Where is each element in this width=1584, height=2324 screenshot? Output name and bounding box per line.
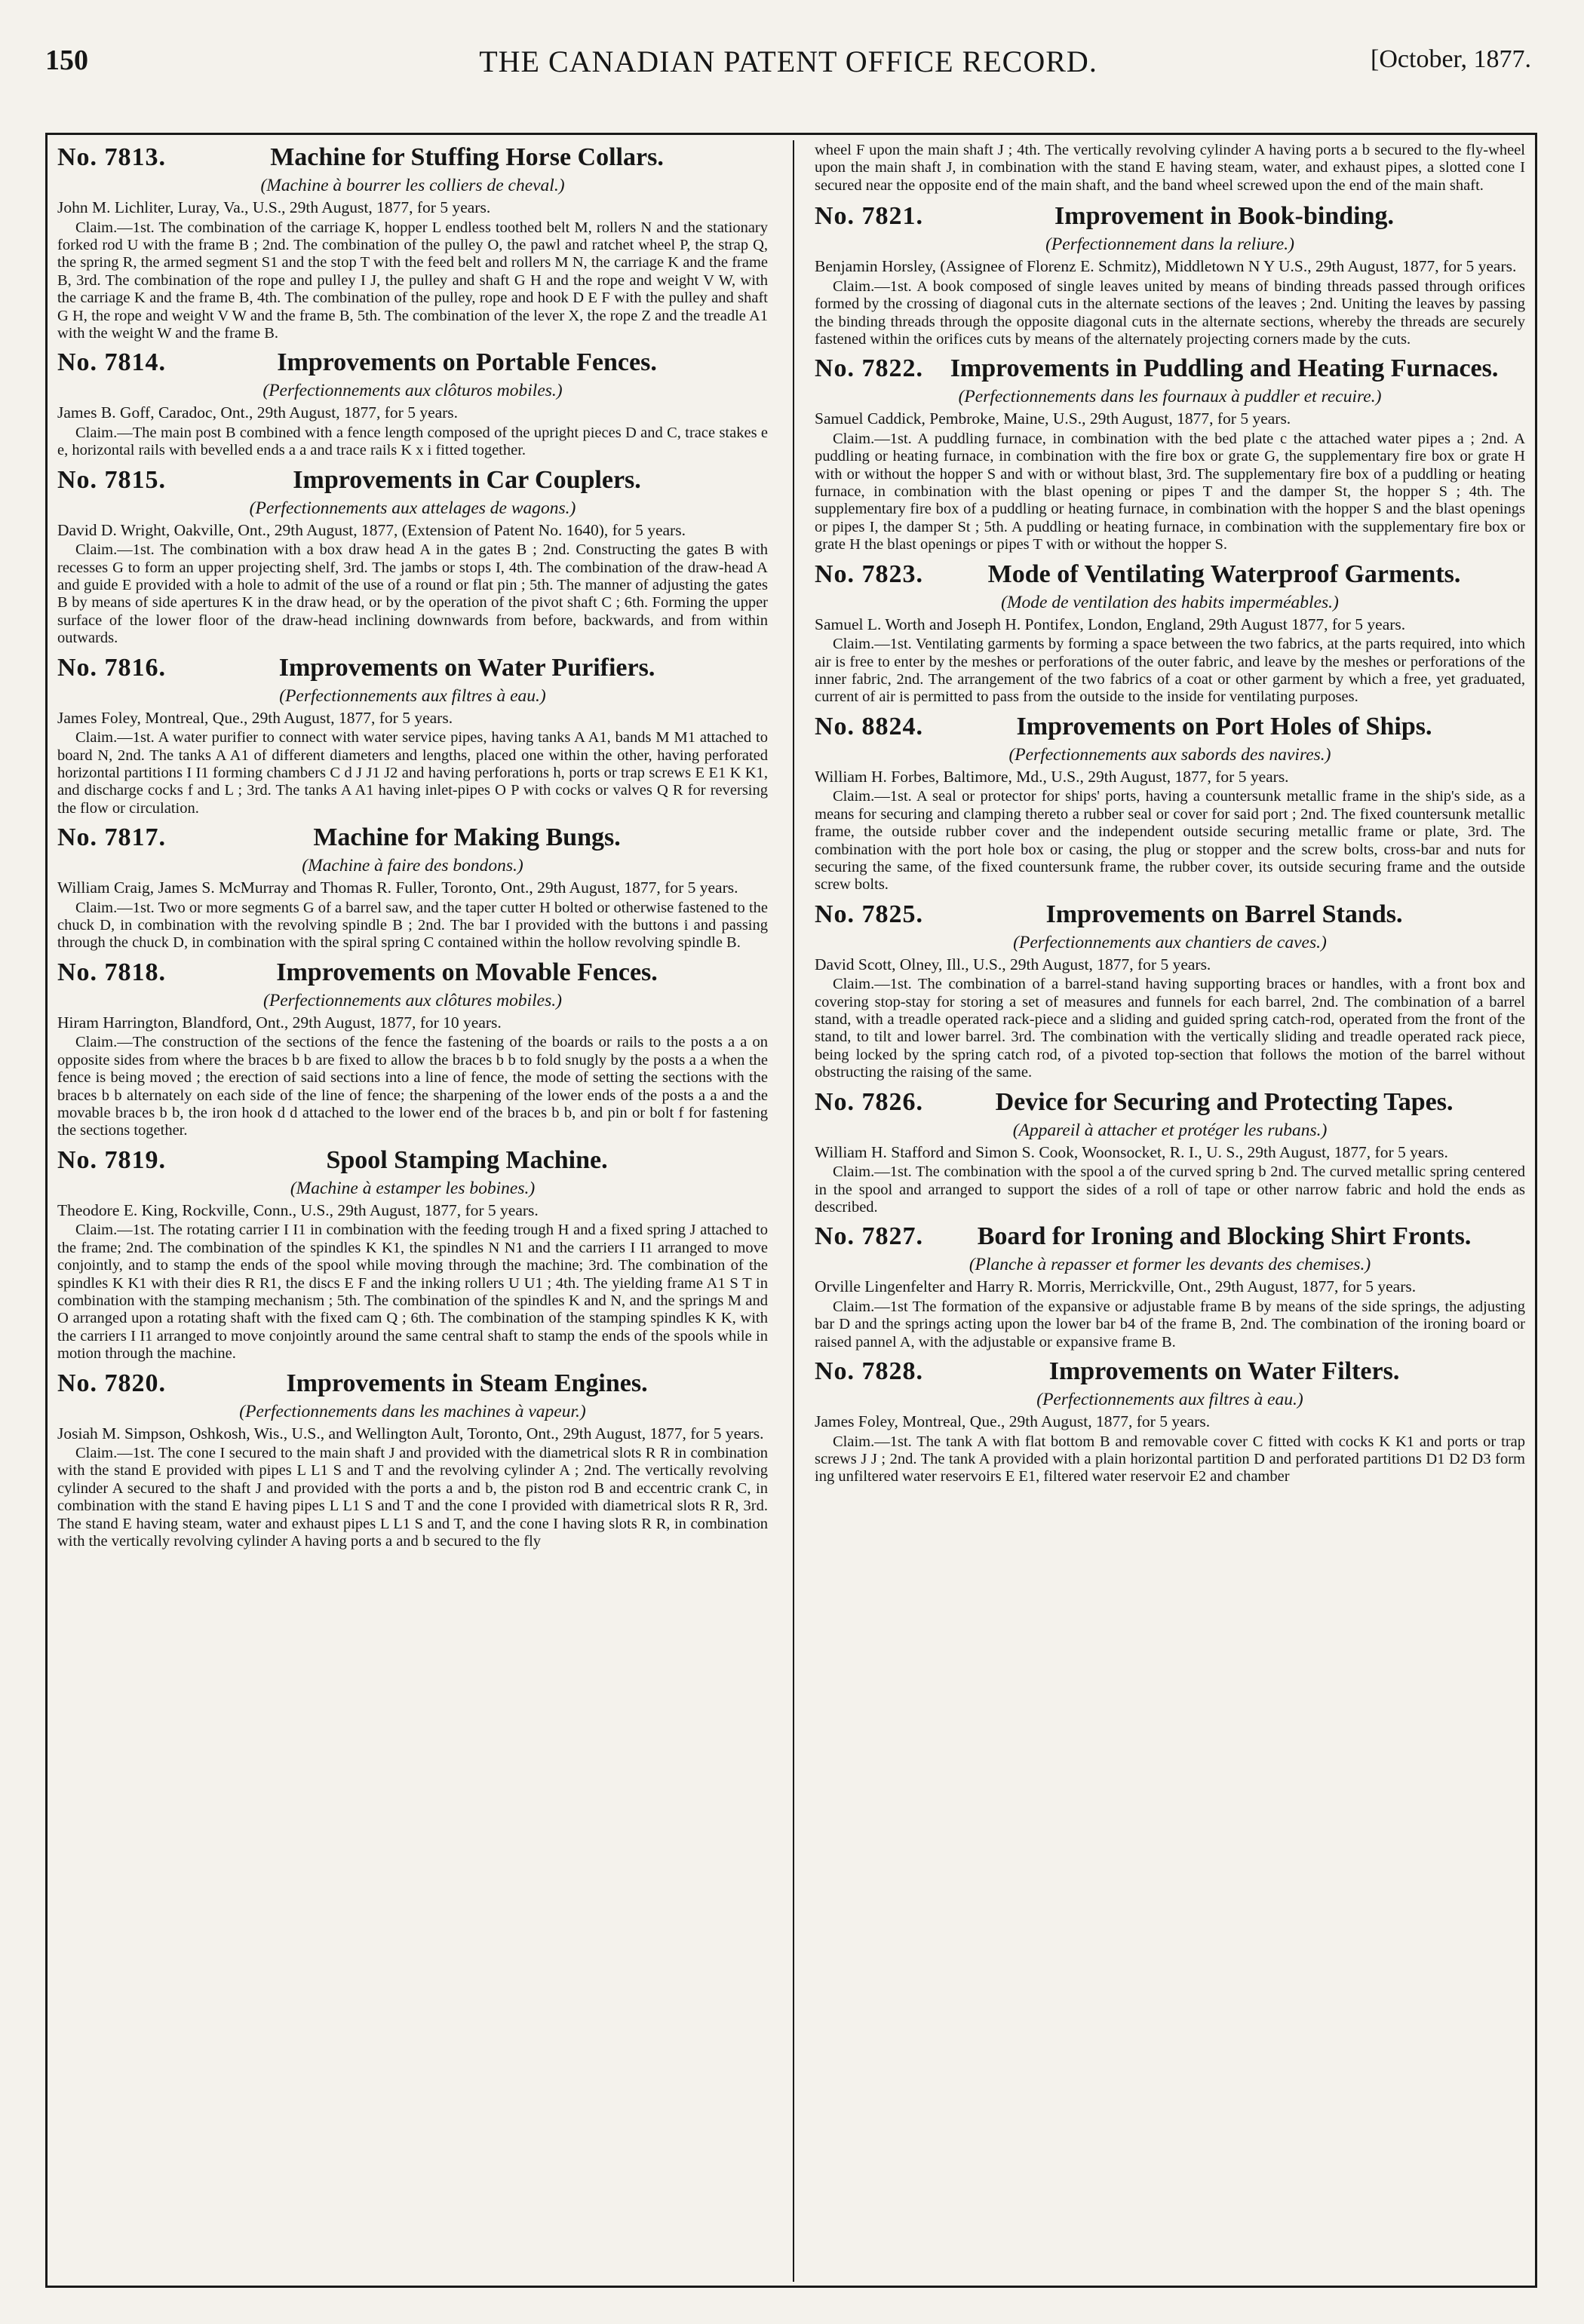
patent-title: Board for Ironing and Blocking Shirt Fronts. <box>977 1222 1472 1251</box>
inventor-line: David Scott, Olney, Ill., U.S., 29th August, 1877, for 5 years. <box>815 955 1211 973</box>
inventor-line: John M. Lichliter, Luray, Va., U.S., 29th August, 1877, for 5 years. <box>57 198 491 216</box>
page-number: 150 <box>45 44 88 76</box>
claim-text: Claim.—The main post B combined with a fence length composed of the upright pieces D and C, trace stakes e e, horizontal rails with bevelled ends a a and trace rails K x i fitted together. <box>57 424 768 459</box>
french-title: (Machine à estamper les bobines.) <box>290 1178 536 1198</box>
claim-text: Claim.—1st. The tank A with flat bottom B and removable cover C fitted with cocks K K1 and ports or trap screws J J ; 2nd. The tank A provided with a plain horizontal partition D and perforated partitions D1 D2 D3 form ing unfiltered water reservoirs E E1, filtered water reservoir E2 and chamber <box>815 1433 1525 1485</box>
patent-title: Spool Stamping Machine. <box>326 1145 608 1174</box>
french-title: (Perfectionnements aux clôturos mobiles.) <box>262 381 563 401</box>
claim-text: Claim.—1st. A book composed of single leaves united by means of binding threads passed through orifices formed by the crossing of diagonal cuts in the alternate sections of the leaves ; 2nd. Uniting the leaves by passing the binding threads through the opposite diagonal cuts in the alternate sections, whereby the threads are securely fastened within the orifices cuts by means of the alternately projecting corners made by the cuts. <box>815 277 1525 348</box>
claim-text: Claim.—1st. Ventilating garments by forming a space between the two fabrics, at the parts required, into which air is free to enter by the meshes or perforations of the outer fabric, and leave by the meshes or perforations of the inner fabric, 2nd. The arrangement of the two fabrics of a coat or other garment by which a free, yet graduated, current of air is permitted to pass from the outside to the inside for ventilating purposes. <box>815 636 1525 706</box>
patent-title: Improvements on Barrel Stands. <box>1045 900 1403 928</box>
left-column <box>57 142 768 2279</box>
french-title: (Perfectionnements aux attelages de wagons.) <box>249 498 576 518</box>
patent-entry <box>57 823 768 952</box>
french-title: (Mode de ventilation des habits imperméables.) <box>1001 592 1339 612</box>
patent-entry <box>815 202 1525 348</box>
patent-number: No. 7818. <box>57 958 167 986</box>
patent-title: Improvements in Puddling and Heating Furnaces. <box>950 354 1499 383</box>
patent-title: Machine for Stuffing Horse Collars. <box>270 143 664 171</box>
patent-number: No. 8824. <box>815 712 924 740</box>
patent-number: No. 7816. <box>57 653 167 682</box>
continued-claim-text: wheel F upon the main shaft J ; 4th. The vertically revolving cylinder A having ports a b secured to the fly-wheel upon the main shaft J, in combination with the stand E having steam, water, and exhaust pipes, a slotted cone I secured near the opposite end of the main shaft, and the band wheel screwed upon the end of the main shaft. <box>815 142 1525 194</box>
french-title: (Perfectionnements dans les fournaux à puddler et recuire.) <box>958 387 1382 407</box>
patent-heading <box>815 202 1525 230</box>
patent-number: No. 7815. <box>57 465 167 494</box>
patent-heading <box>815 1088 1525 1116</box>
patent-number: No. 7814. <box>57 348 167 377</box>
patent-entry <box>815 1222 1525 1351</box>
french-title: (Machine à bourrer les colliers de cheval.) <box>260 176 565 195</box>
claim-text: Claim.—1st. A puddling furnace, in combination with the bed plate c the attached water pipes a ; 2nd. A puddling or heating furnace, in combination with the fire box or grate G, the supplementary fire box or grate H with or without the hopper S and with or without blast, 3rd. The supplementary fire box of a puddling or heating furnace, in combination with the blast opening or pipes T and the damper St, the hopper S ; 4th. The supplementary fire box of a puddling or heating furnace, in combination with the hopper S and the blast openings or pipes I, the damper St ; 5th. A puddling or heating furnace, in combination with the supplementary fire box or grate H the blast openings or pipes T with or without the hopper S. <box>815 430 1525 553</box>
issue-date: [October, 1877. <box>1371 45 1531 73</box>
patent-heading <box>57 958 768 986</box>
patent-number: No. 7825. <box>815 900 924 928</box>
patent-heading <box>815 713 1525 740</box>
claim-text: Claim.—1st. The combination with the spool a of the curved spring b 2nd. The curved metallic spring centered in the spool and arranged to support the sides of a roll of tape or other narrow fabric and hold the ends as described. <box>815 1164 1525 1216</box>
patent-entry <box>815 1088 1525 1217</box>
patent-heading <box>57 1146 768 1174</box>
patent-title: Improvements on Port Holes of Ships. <box>1016 712 1432 740</box>
page-header <box>45 44 1531 97</box>
patent-entry <box>57 348 768 459</box>
french-title: (Perfectionnements aux filtres à eau.) <box>1036 1390 1303 1410</box>
french-title: (Perfectionnements aux chantiers de caves.) <box>1013 932 1327 952</box>
patent-heading <box>57 823 768 851</box>
patent-number: No. 7819. <box>57 1145 167 1174</box>
patent-number: No. 7828. <box>815 1357 924 1386</box>
patent-heading <box>57 348 768 376</box>
patent-entry <box>57 1146 768 1363</box>
claim-text: Claim.—1st. Two or more segments G of a barrel saw, and the taper cutter H bolted or otherwise fastened to the chuck D, in combination with the revolving spindle B ; 2nd. The bar I provided with the buttons i and passing through the chuck D, in combination with the spiral spring C contained within the hollow revolving spindle B. <box>57 899 768 952</box>
patent-number: No. 7821. <box>815 202 924 231</box>
patent-entry <box>57 958 768 1140</box>
patent-heading <box>57 143 768 171</box>
patent-heading <box>815 1357 1525 1385</box>
patent-heading <box>815 900 1525 928</box>
patent-number: No. 7820. <box>57 1369 167 1397</box>
french-title: (Perfectionnements dans les machines à vapeur.) <box>239 1401 586 1421</box>
patent-heading <box>815 560 1525 588</box>
inventor-line: James Foley, Montreal, Que., 29th August, 1877, for 5 years. <box>815 1412 1211 1431</box>
patent-entry <box>57 143 768 342</box>
patent-heading <box>815 1222 1525 1250</box>
french-title: (Perfectionnements aux clôtures mobiles.) <box>263 990 562 1010</box>
french-title: (Perfectionnements aux filtres à eau.) <box>279 685 546 706</box>
patent-number: No. 7823. <box>815 560 924 588</box>
claim-text: Claim.—1st. The combination with a box draw head A in the gates B ; 2nd. Constructing the gates B with recesses G to form an upper projecting shelf, 3rd. The jambs or stops I, 4th. The combination of the draw-head A and guide E provided with a hole to admit of the use of a round or flat pin ; 5th. The manner of adjusting the gates B by means of side apertures K in the draw head, or by the operation of the pivot shaft C ; 6th. Forming the upper surface of the lower floor of the draw-head inclining downwards from before, backwards, and from within outwards. <box>57 541 768 647</box>
patent-entry <box>57 466 768 648</box>
patent-title: Machine for Making Bungs. <box>313 823 621 852</box>
patent-number: No. 7813. <box>57 143 167 171</box>
patent-title: Improvements on Movable Fences. <box>276 958 658 986</box>
patent-entry <box>815 560 1525 707</box>
inventor-line: William Craig, James S. McMurray and Thomas R. Fuller, Toronto, Ont., 29th August, 1877, for 5 years. <box>57 878 738 897</box>
inventor-line: Benjamin Horsley, (Assignee of Florenz E. Schmitz), Middletown N Y U.S., 29th August, 1877, for 5 years. <box>815 257 1517 276</box>
patent-title: Device for Securing and Protecting Tapes. <box>995 1087 1454 1116</box>
patent-title: Improvements in Car Couplers. <box>293 465 641 494</box>
inventor-line: William H. Stafford and Simon S. Cook, Woonsocket, R. I., U. S., 29th August, 1877, for 5 years. <box>815 1142 1448 1161</box>
french-title: (Perfectionnement dans la reliure.) <box>1045 235 1294 255</box>
patent-heading <box>815 354 1525 382</box>
inventor-line: James B. Goff, Caradoc, Ont., 29th August, 1877, for 5 years. <box>57 403 459 422</box>
patent-entry <box>815 354 1525 553</box>
french-title: (Perfectionnements aux sabords des navires.) <box>1008 744 1331 765</box>
inventor-line: Samuel Caddick, Pembroke, Maine, U.S., 29th August, 1877, for 5 years. <box>815 409 1291 428</box>
claim-text: Claim.—1st. The cone I secured to the main shaft J and provided with the diametrical slots R R in combination with the stand E provided with pipes L L1 S and T and the revolving cylinder A ; 2nd. The vertically revolving cylinder A secured to the shaft J and provided with the ports a and b, the piston rod B and eccentric crank C, in combination with the stand E having pipes L L1 S and T and the cone I provided with diametrical slots R R, 3rd. The stand E having steam, water and exhaust pipes L L1 S and T, and the cone I having slots R R, in combination with the vertically revolving cylinder A having ports a and b secured to the fly <box>57 1445 768 1550</box>
patent-entry <box>815 1357 1525 1486</box>
patent-title: Improvement in Book-binding. <box>1054 202 1395 231</box>
publication-title: THE CANADIAN PATENT OFFICE RECORD. <box>479 44 1097 78</box>
inventor-line: Samuel L. Worth and Joseph H. Pontifex, London, England, 29th August 1877, for 5 years. <box>815 615 1406 633</box>
patent-heading <box>57 654 768 682</box>
patent-title: Improvements on Water Filters. <box>1048 1357 1400 1386</box>
patent-number: No. 7817. <box>57 823 167 852</box>
patent-title: Mode of Ventilating Waterproof Garments. <box>987 560 1461 588</box>
inventor-line: William H. Forbes, Baltimore, Md., U.S., 29th August, 1877, for 5 years. <box>815 767 1289 786</box>
claim-text: Claim.—1st. The combination of a barrel-stand having supporting braces or handles, with a front box and covering stop-stay for storing a set of measures and funnels for each barrel, 2nd. The combination of a barrel stand, with a treadle operated rack-piece and a sliding and guided spring catch-rod, operated from the front of the stand, to tilt and lower barrel. 3rd. The combination with the vertically sliding and treadle operated rack piece, being locked by the spring catch rod, of a pivoted top-section that follows the motion of the barrel without obstructing the raising of the same. <box>815 976 1525 1081</box>
inventor-line: Josiah M. Simpson, Oshkosh, Wis., U.S., and Wellington Ault, Toronto, Ont., 29th August, 1877, for 5 years. <box>57 1424 764 1443</box>
claim-text: Claim.—1st. The combination of the carriage K, hopper L endless toothed belt M, rollers N and the stationary forked rod U with the frame B ; 2nd. The combination of the pulley O, the pawl and ratchet wheel P, the strap Q, the spring R, the armed segment S1 and the stop T with the feed belt and rollers M N, the carriage K and the frame B, 3rd. The combination of the rope and pulley I J, the pulley and shaft G H and the rope and weight V W, with the carriage K and the frame B, 4th. The combination of the pulley, rope and hook D E F with the pulley and shaft G H, the rope and weight V W and the frame B, 5th. The combination of the lever X, the rope Z and the treadle A1 with the weight W and the frame B. <box>57 219 768 342</box>
claim-text: Claim.—1st The formation of the expansive or adjustable frame B by means of the side springs, the adjusting bar D and the springs acting upon the lower bar b4 of the frame B, 2nd. The combination of the ironing board or raised pannel A, with the adjustable or expansive frame B. <box>815 1298 1525 1351</box>
inventor-line: Orville Lingenfelter and Harry R. Morris, Merrickville, Ont., 29th August, 1877, for 5 years. <box>815 1277 1417 1296</box>
right-column <box>815 142 1525 2279</box>
patent-title: Improvements on Portable Fences. <box>277 348 657 377</box>
patent-title: Improvements on Water Purifiers. <box>278 653 655 682</box>
claim-text: Claim.—1st. The rotating carrier I I1 in combination with the feeding trough H and a fixed spring J attached to the frame; 2nd. The combination of the spindles K K1, the spindles N N1 and the carriers I I1 arranged to move conjointly, and to stamp the ends of the spool while moving through the machine; 3rd. The combination of the spindles K K1 with their dies R R1, the discs E F and the inking rollers U U1 ; 4th. The yielding frame A1 S T in combination with the stamping mechanism ; 5th. The combination of the spindles K and N, and the springs M and O arranged upon a rotating shaft with the fixed cam Q ; 6th. The combination of the stamping spindles K K, with the carriers I I1 arranged to move conjointly around the same central shaft to stamp the ends of the spools while in motion through the machine. <box>57 1222 768 1363</box>
inventor-line: Hiram Harrington, Blandford, Ont., 29th August, 1877, for 10 years. <box>57 1013 502 1032</box>
right-column-entries <box>815 202 1525 1486</box>
french-title: (Appareil à attacher et protéger les rubans.) <box>1012 1120 1328 1140</box>
patent-heading <box>57 466 768 494</box>
french-title: (Planche à repasser et former les devants des chemises.) <box>969 1255 1371 1275</box>
patent-heading <box>57 1369 768 1397</box>
inventor-line: James Foley, Montreal, Que., 29th August, 1877, for 5 years. <box>57 708 453 727</box>
inventor-line: Theodore E. King, Rockville, Conn., U.S., 29th August, 1877, for 5 years. <box>57 1200 539 1219</box>
patent-entry <box>57 1369 768 1551</box>
column-divider <box>793 140 794 2282</box>
patent-number: No. 7827. <box>815 1222 924 1251</box>
patent-title: Improvements in Steam Engines. <box>286 1369 648 1397</box>
patent-number: No. 7826. <box>815 1087 924 1116</box>
patent-entry <box>815 713 1525 894</box>
claim-text: Claim.—1st. A seal or protector for ships' ports, having a countersunk metallic frame in the ship's side, as a means for securing and clamping thereto a rubber seal or cover for said port ; 2nd. The fixed countersunk metallic frame, the outside rubber cover and the independent outside securing metallic frame or plate, 3rd. The combination with the port hole box or casing, the plug or stopper and the screw bolts, cross-bar and nuts for securing the same, of the fixed countersunk frame, the rubber cover, its outside securing frame and the outside screw bolts. <box>815 788 1525 894</box>
french-title: (Machine à faire des bondons.) <box>302 856 523 876</box>
claim-text: Claim.—The construction of the sections of the fence the fastening of the boards or rails to the posts a a on opposite sides from where the braces b b are fixed to allow the braces b b to fold snugly by the posts a a when the fence is being moved ; the erection of said sections into a line of fence, the mode of setting the sections with the braces b b alternately on each side of the line of fence; the sharpening of the lower ends of the posts a a and the movable braces b b, the iron hook d d attached to the lower end of the braces b b, and pin or bolt f for fastening the sections together. <box>57 1034 768 1139</box>
inventor-line: David D. Wright, Oakville, Ont., 29th August, 1877, (Extension of Patent No. 1640), for 5 years. <box>57 520 686 539</box>
patent-entry <box>57 654 768 818</box>
claim-text: Claim.—1st. A water purifier to connect with water service pipes, having tanks A A1, bands M M1 attached to board N, 2nd. The tanks A A1 of different diameters and lengths, placed one within the other, having perforated horizontal partitions I I1 forming chambers C d J J1 J2 and having perforations h, ports or trap screws E E1 K K1, and discharge cocks f and L ; 3rd. The tanks A A1 having inlet-pipes O P with cocks or valves Q R for reversing the flow or circulation. <box>57 729 768 817</box>
patent-number: No. 7822. <box>815 354 924 383</box>
patent-entry <box>815 900 1525 1082</box>
